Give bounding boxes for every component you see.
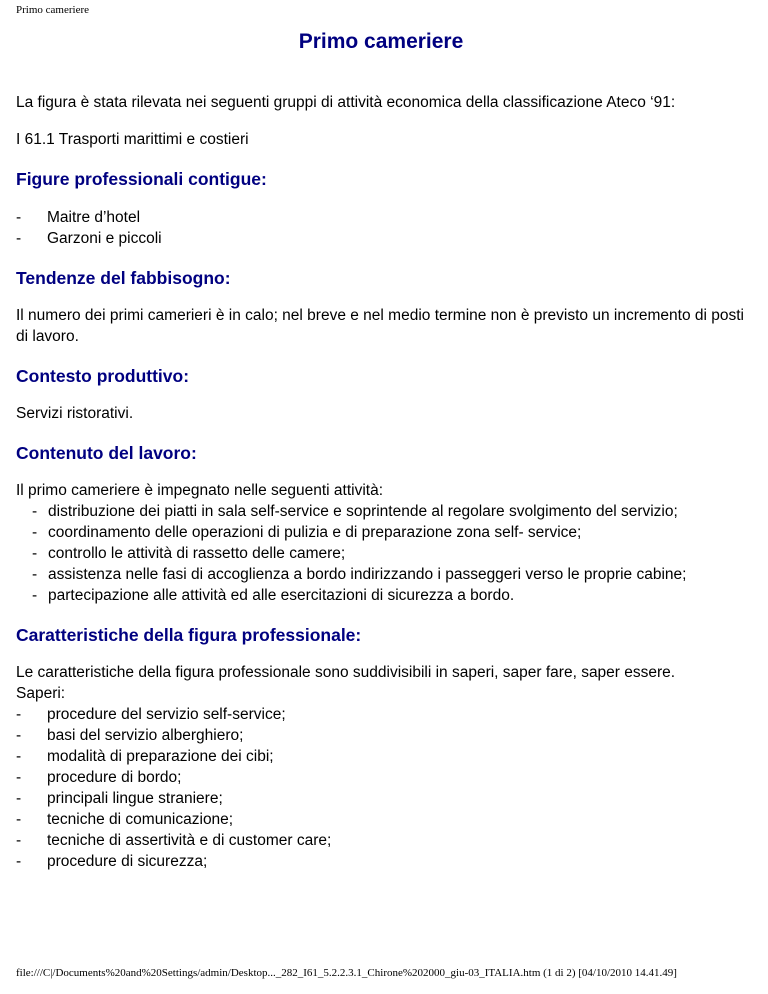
heading-contesto: Contesto produttivo:	[16, 366, 190, 386]
list-item: - principali lingue straniere;	[16, 790, 223, 807]
heading-caratteristiche: Caratteristiche della figura professionale:	[16, 625, 362, 645]
list-item: - procedure di sicurezza;	[16, 853, 208, 870]
list-item: - Maitre d’hotel	[16, 209, 141, 226]
list-item: - distribuzione dei piatti in sala self-service e soprintende al regolare svolgimento del servizio;	[32, 503, 678, 520]
list-item: - basi del servizio alberghiero;	[16, 727, 244, 744]
list-item: - controllo le attività di rassetto delle camere;	[32, 545, 346, 562]
heading-contenuto: Contenuto del lavoro:	[16, 443, 197, 463]
browser-page-title: Primo cameriere	[16, 4, 89, 16]
contenuto-list	[16, 501, 746, 606]
contesto-text: Servizi ristorativi.	[16, 405, 134, 422]
list-item: - procedure del servizio self-service;	[16, 706, 286, 723]
fabbisogno-text: Il numero dei primi camerieri è in calo; nel breve e nel medio termine non è previsto un incremento di posti di lavoro.	[16, 307, 744, 345]
heading-contigue: Figure professionali contigue:	[16, 169, 267, 189]
intro-text: La figura è stata rilevata nei seguenti gruppi di attività economica della classificazione Ateco ‘91:	[16, 94, 676, 111]
list-item: - procedure di bordo;	[16, 769, 182, 786]
heading-fabbisogno: Tendenze del fabbisogno:	[16, 268, 231, 288]
list-item: - coordinamento delle operazioni di pulizia e di preparazione zona self- service;	[32, 524, 582, 541]
document-body	[16, 92, 746, 872]
list-item: - Garzoni e piccoli	[16, 230, 162, 247]
contenuto-intro: Il primo cameriere è impegnato nelle seguenti attività:	[16, 482, 384, 499]
page-title: Primo cameriere	[298, 30, 464, 53]
page-footer-url: file:///C|/Documents%20and%20Settings/admin/Desktop..._282_I61_5.2.2.3.1_Chirone%202000_giu-03_ITALIA.htm (1 di 2) [04/10/2010 14.41.49]	[16, 967, 677, 979]
list-item: - tecniche di assertività e di customer care;	[16, 832, 332, 849]
list-item: - tecniche di comunicazione;	[16, 811, 234, 828]
ateco-text: I 61.1 Trasporti marittimi e costieri	[16, 131, 249, 148]
caratteristiche-intro: Le caratteristiche della figura professionale sono suddivisibili in saperi, saper fare, saper essere.	[16, 664, 676, 681]
list-item: - partecipazione alle attività ed alle esercitazioni di sicurezza a bordo.	[32, 587, 515, 604]
saperi-label: Saperi:	[16, 685, 66, 702]
contigue-list	[16, 207, 746, 249]
list-item: - assistenza nelle fasi di accoglienza a bordo indirizzando i passeggeri verso le proprie cabine;	[32, 566, 687, 583]
saperi-list	[16, 704, 746, 872]
list-item: - modalità di preparazione dei cibi;	[16, 748, 274, 765]
